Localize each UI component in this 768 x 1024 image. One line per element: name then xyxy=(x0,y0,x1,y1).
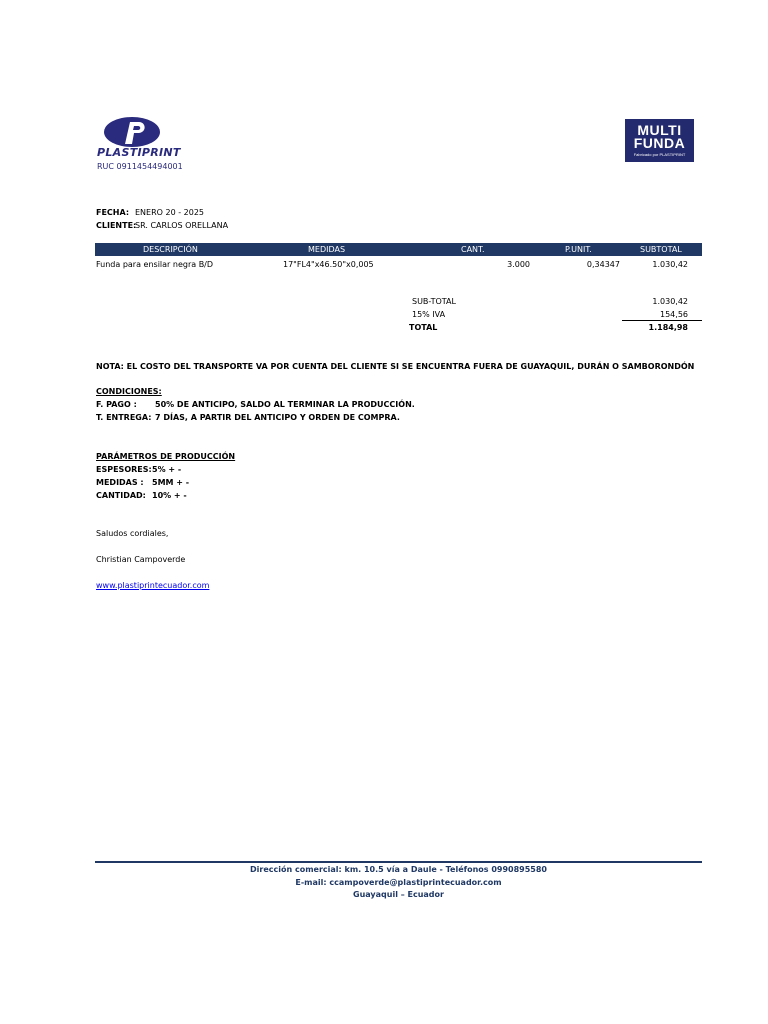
iva-label: 15% IVA xyxy=(412,310,446,319)
total-label: TOTAL xyxy=(409,323,438,332)
espesores-label: ESPESORES: xyxy=(96,465,152,474)
medidas-value: 5MM + - xyxy=(152,478,190,487)
signature-name: Christian Campoverde xyxy=(96,555,186,564)
col-descripcion: DESCRIPCIÓN xyxy=(143,245,198,254)
row-punit: 0,34347 xyxy=(586,260,620,269)
col-punit: P.UNIT. xyxy=(565,245,592,254)
cliente-value: SR. CARLOS ORELLANA xyxy=(135,221,229,230)
subtotal-label: SUB-TOTAL xyxy=(412,297,456,306)
col-cant: CANT. xyxy=(461,245,485,254)
multifunda-line1: MULTI xyxy=(637,122,682,138)
parametros-title: PARÁMETROS DE PRODUCCIÓN xyxy=(96,452,236,461)
total-value: 1.184,98 xyxy=(648,323,688,332)
multifunda-line2: FUNDA xyxy=(633,135,686,151)
cantidad-value: 10% + - xyxy=(152,491,187,500)
espesores-value: 5% + - xyxy=(152,465,182,474)
condiciones-title: CONDICIONES: xyxy=(96,387,162,396)
multifunda-logo xyxy=(625,119,694,162)
row-subtotal: 1.030,42 xyxy=(652,260,688,269)
col-medidas: MEDIDAS xyxy=(308,245,346,254)
footer-address: Dirección comercial: km. 10.5 vía a Daule - Teléfonos 0990895580 xyxy=(250,865,547,874)
cliente-label: CLIENTE: xyxy=(96,221,137,230)
saludos-text: Saludos cordiales, xyxy=(96,529,169,538)
brand-name: PLASTIPRINT xyxy=(97,146,181,159)
footer-divider xyxy=(95,861,702,863)
entrega-value: 7 DÍAS, A PARTIR DEL ANTICIPO Y ORDEN DE COMPRA. xyxy=(155,413,400,422)
row-medidas: 17"FL4"x46.50"x0,005 xyxy=(283,260,374,269)
entrega-label: T. ENTREGA: xyxy=(96,413,152,422)
pago-label: F. PAGO : xyxy=(96,400,137,409)
footer-city: Guayaquil – Ecuador xyxy=(353,890,444,899)
row-descripcion: Funda para ensilar negra B/D xyxy=(96,260,214,269)
pago-value: 50% DE ANTICIPO, SALDO AL TERMINAR LA PRODUCCIÓN. xyxy=(155,400,415,409)
footer-email: E-mail: ccampoverde@plastiprintecuador.com xyxy=(295,878,502,887)
col-subtotal: SUBTOTAL xyxy=(640,245,682,254)
total-rule xyxy=(622,320,702,321)
multifunda-tagline: Fabricado por PLASTIPRINT xyxy=(633,152,686,157)
fecha-value: ENERO 20 - 2025 xyxy=(135,208,205,217)
iva-value: 154,56 xyxy=(660,310,688,319)
cantidad-label: CANTIDAD: xyxy=(96,491,146,500)
items-table-header xyxy=(95,243,702,256)
plastiprint-logo-mark xyxy=(103,116,161,148)
fecha-label: FECHA: xyxy=(96,208,130,217)
website-link[interactable]: www.plastiprintecuador.com xyxy=(96,581,210,590)
row-cant: 3.000 xyxy=(507,260,530,269)
subtotal-value: 1.030,42 xyxy=(652,297,688,306)
medidas-label: MEDIDAS : xyxy=(96,478,144,487)
transport-note: NOTA: EL COSTO DEL TRANSPORTE VA POR CUENTA DEL CLIENTE SI SE ENCUENTRA FUERA DE GUAYAQUIL, DURÁN O SAMBORONDÓN xyxy=(96,362,695,371)
ruc-number: RUC 0911454494001 xyxy=(97,162,183,171)
